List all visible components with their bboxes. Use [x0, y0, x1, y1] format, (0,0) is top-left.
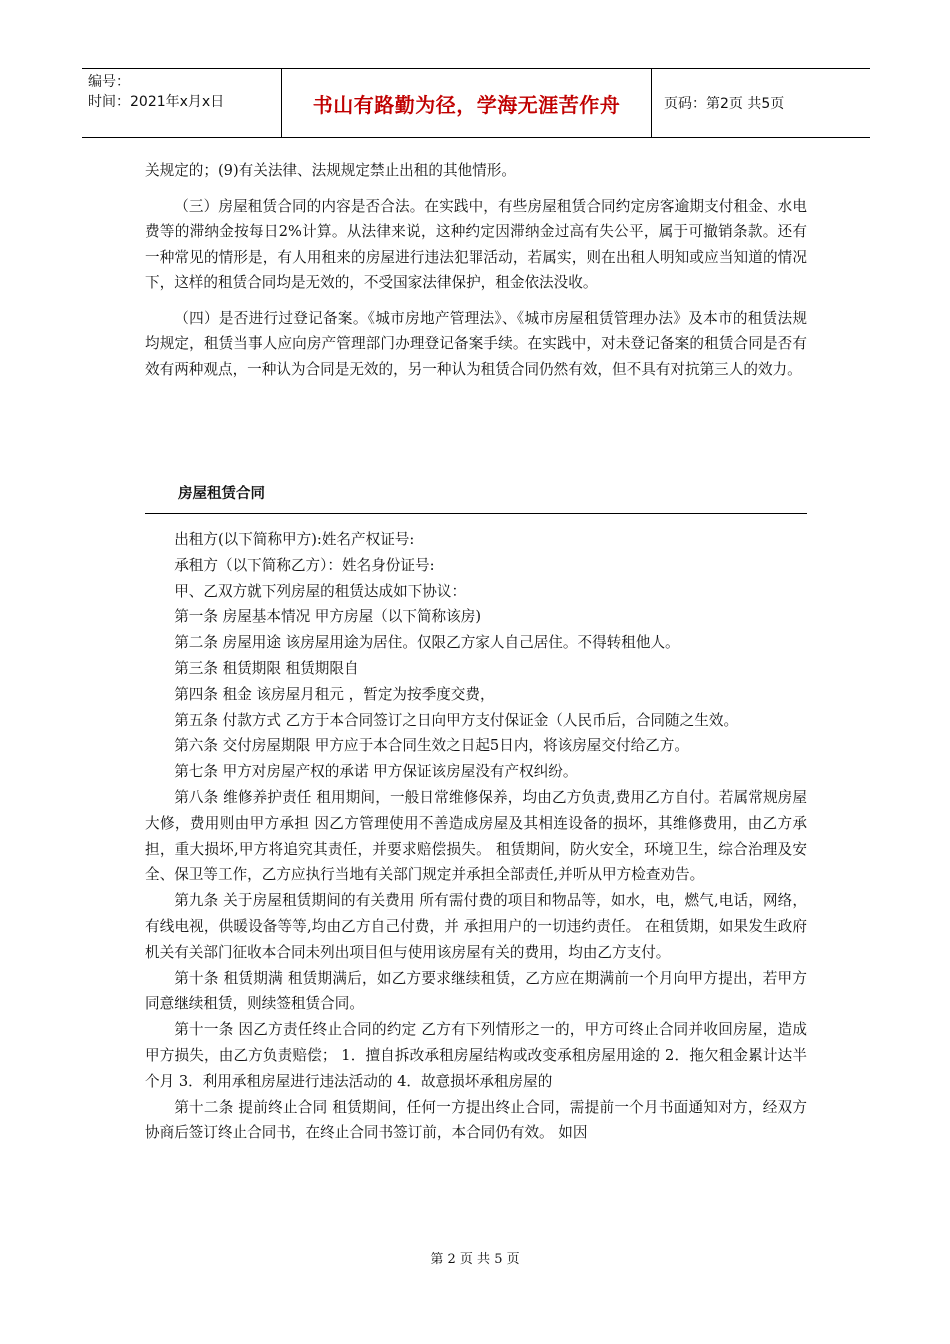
contract-article-2: 第二条 房屋用途 该房屋用途为居住。仅限乙方家人自己居住。不得转租他人。	[174, 634, 680, 652]
contract-article-7: 第七条 甲方对房屋产权的承诺 甲方保证该房屋没有产权纠纷。	[174, 763, 578, 781]
contract-article-12: 第十二条 提前终止合同 租赁期间，任何一方提出终止合同，需提前一个月书面通知对方，经双方协商后签订终止合同书，在终止合同书签订前，本合同仍有效。 如因	[145, 1098, 807, 1142]
section-divider	[145, 513, 807, 514]
section-title: 房屋租赁合同	[178, 486, 265, 502]
contract-article-3: 第三条 租赁期限 租赁期限自	[174, 659, 359, 677]
contract-line: 出租方(以下简称甲方):姓名产权证号:	[174, 531, 415, 548]
contract-article-9: 第九条 关于房屋租赁期间的有关费用 所有需付费的项目和物品等，如水，电，燃气,电话，网络，有线电视，供暖设备等等,均由乙方自己付费，并 承担用户的一切违约责任。 在租赁期，如果发生政府机关有关部门征收本合同未列出项目但与使用该房屋有关的费用，均由乙方支付。	[145, 892, 807, 961]
contract-article-1: 第一条 房屋基本情况 甲方房屋（以下简称该房)	[174, 608, 482, 626]
contract-article-8: 第八条 维修养护责任 租用期间，一般日常维修保养，均由乙方负责,费用乙方自付。若属常规房屋大修，费用则由甲方承担 因乙方管理使用不善造成房屋及其相连设备的损坏，其维修费用，由乙方承担，重大损坏,甲方将追究其责任，并要求赔偿损失。 租赁期间，防火安全，环境卫生，综合治理及安全、保卫等工作，乙方应执行当地有关部门规定并承担全部责任,并听从甲方检查劝告。	[145, 788, 807, 884]
contract-article-11: 第十一条 因乙方责任终止合同的约定 乙方有下列情形之一的，甲方可终止合同并收回房屋，造成甲方损失，由乙方负责赔偿； 1．擅自拆改承租房屋结构或改变承租房屋用途的 2．拖欠租金累计达半个月 3．利用承租房屋进行违法活动的 4．故意损坏承租房屋的	[145, 1021, 807, 1090]
contract-article-5: 第五条 付款方式 乙方于本合同签订之日向甲方支付保证金（人民币后，合同随之生效。	[174, 711, 739, 729]
paragraph-1: 关规定的；(9)有关法律、法规规定禁止出租的其他情形。	[145, 162, 516, 179]
paragraph-3: （四）是否进行过登记备案。《城市房地产管理法》、《城市房屋租赁管理办法》及本市的租赁法规均规定，租赁当事人应向房产管理部门办理登记备案手续。在实践中，对未登记备案的租赁合同是否有效有两种观点，一种认为合同是无效的，另一种认为租赁合同仍然有效，但不具有对抗第三人的效力。	[145, 309, 807, 378]
paragraph-2: （三）房屋租赁合同的内容是否合法。在实践中，有些房屋租赁合同约定房客逾期支付租金、水电费等的滞纳金按每日2%计算。从法律来说，这种约定因滞纳金过高有失公平，属于可撤销条款。还有一种常见的情形是，有人用租来的房屋进行违法犯罪活动，若属实，则在出租人明知或应当知道的情况下，这样的租赁合同均是无效的，不受国家法律保护，租金依法没收。	[145, 197, 807, 291]
header-meta	[82, 69, 282, 137]
contract-body	[145, 527, 807, 1146]
contract-article-6: 第六条 交付房屋期限 甲方应于本合同生效之日起5日内，将该房屋交付给乙方。	[174, 737, 689, 755]
body-text	[145, 158, 807, 382]
contract-article-10: 第十条 租赁期满 租赁期满后，如乙方要求继续租赁，乙方应在期满前一个月向甲方提出，若甲方同意继续租赁，则续签租赁合同。	[145, 969, 807, 1013]
page-footer: 第 2 页 共 5 页	[430, 1252, 520, 1267]
header-page-label: 页码：第2页 共5页	[664, 96, 785, 112]
contract-line: 甲、乙双方就下列房屋的租赁达成如下协议：	[174, 582, 467, 600]
number-label: 编号：	[88, 74, 130, 90]
time-label: 时间：2021年x月x日	[88, 94, 225, 110]
header-motto: 书山有路勤为径，学海无涯苦作舟	[282, 69, 652, 137]
contract-line: 承租方（以下简称乙方）：姓名身份证号:	[174, 556, 435, 574]
contract-article-4: 第四条 租金 该房屋月租元 ，暂定为按季度交费，	[174, 685, 495, 703]
page-header	[82, 68, 870, 138]
